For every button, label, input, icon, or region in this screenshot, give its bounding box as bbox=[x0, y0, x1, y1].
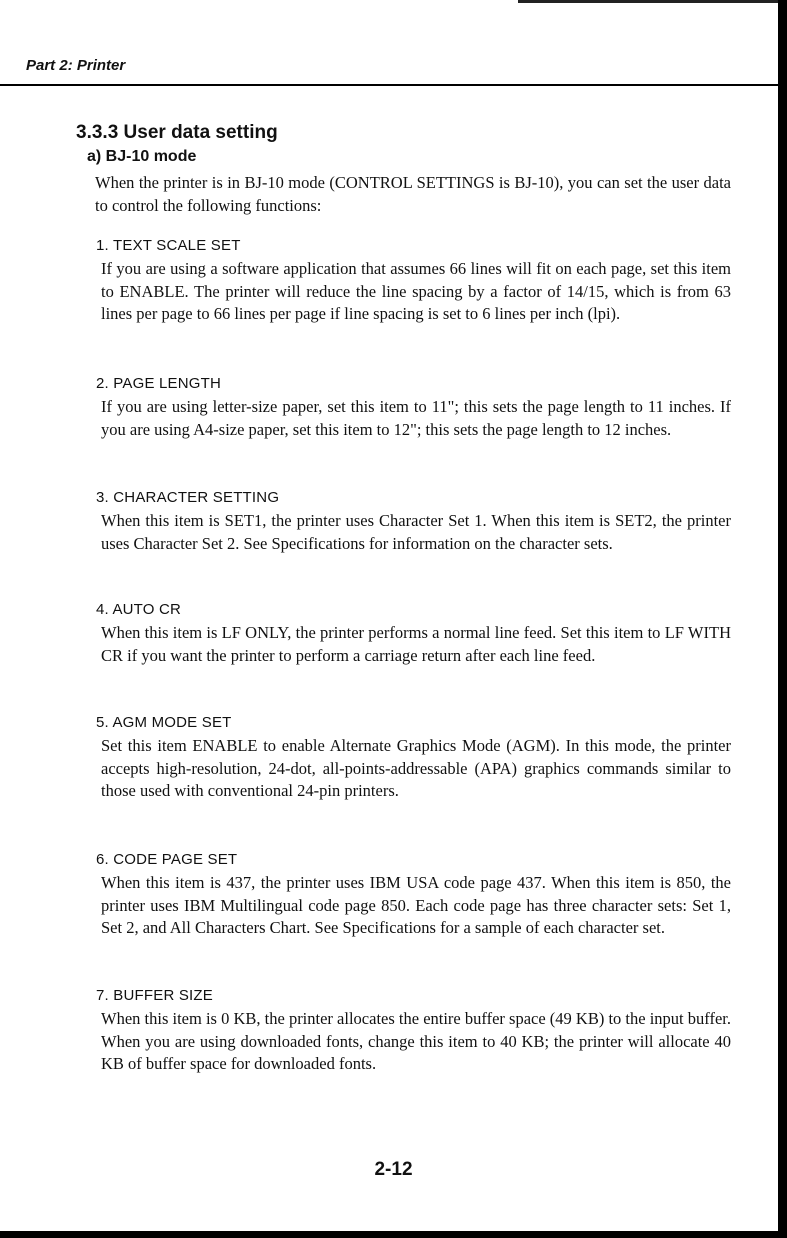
section-title: 3.3.3 User data setting bbox=[76, 122, 278, 143]
list-item bbox=[95, 488, 735, 555]
header-rule bbox=[0, 84, 778, 86]
list-item bbox=[95, 236, 735, 326]
item-heading: 7. BUFFER SIZE bbox=[96, 987, 213, 1004]
scan-edge-top bbox=[518, 0, 778, 3]
item-body: When this item is SET1, the printer uses Character Set 1. When this item is SET2, the printer uses Character Set 2. See Specifications for information on the character sets. bbox=[101, 511, 731, 553]
item-body: If you are using a software application that assumes 66 lines will fit on each page, set this item to ENABLE. The printer will reduce the line spacing by a factor of 14/15, which is from 63 lines per page to 66 lines per page if line spacing is set to 6 lines per inch (lpi). bbox=[101, 259, 731, 323]
running-header: Part 2: Printer bbox=[26, 57, 126, 74]
item-heading: 1. TEXT SCALE SET bbox=[96, 237, 241, 254]
item-heading: 6. CODE PAGE SET bbox=[96, 851, 238, 868]
scan-edge-bottom bbox=[0, 1231, 787, 1238]
item-heading: 3. CHARACTER SETTING bbox=[96, 489, 280, 506]
item-heading: 2. PAGE LENGTH bbox=[96, 375, 222, 392]
item-heading: 5. AGM MODE SET bbox=[96, 714, 232, 731]
item-body: If you are using letter-size paper, set this item to 11"; this sets the page length to 11 inches. If you are using A4-size paper, set this item to 12"; this sets the page length to 12 inches. bbox=[101, 397, 731, 439]
list-item bbox=[95, 986, 735, 1076]
list-item bbox=[95, 850, 735, 940]
subsection-title: a) BJ-10 mode bbox=[87, 148, 197, 165]
list-item bbox=[95, 374, 735, 441]
scan-edge-right bbox=[778, 0, 787, 1238]
item-body: When this item is 437, the printer uses IBM USA code page 437. When this item is 850, the printer uses IBM Multilingual code page 850. Each code page has three character sets: Set 1, Set 2, and All Characters Chart. See Specifications for a sample of each character set. bbox=[101, 873, 731, 937]
intro-paragraph: When the printer is in BJ-10 mode (CONTROL SETTINGS is BJ-10), you can set the user data to control the following functions: bbox=[95, 173, 731, 215]
item-body: When this item is 0 KB, the printer allocates the entire buffer space (49 KB) to the input buffer. When you are using downloaded fonts, change this item to 40 KB; the printer will allocate 40 KB of buffer space for downloaded fonts. bbox=[101, 1009, 731, 1073]
item-body: Set this item ENABLE to enable Alternate Graphics Mode (AGM). In this mode, the printer accepts high-resolution, 24-dot, all-points-addressable (APA) graphics commands similar to those used with conventional 24-pin printers. bbox=[101, 736, 731, 800]
list-item bbox=[95, 600, 735, 667]
page-number: 2-12 bbox=[374, 1159, 413, 1180]
list-item bbox=[95, 713, 735, 803]
item-body: When this item is LF ONLY, the printer performs a normal line feed. Set this item to LF WITH CR if you want the printer to perform a carriage return after each line feed. bbox=[101, 623, 731, 665]
item-heading: 4. AUTO CR bbox=[96, 601, 182, 618]
